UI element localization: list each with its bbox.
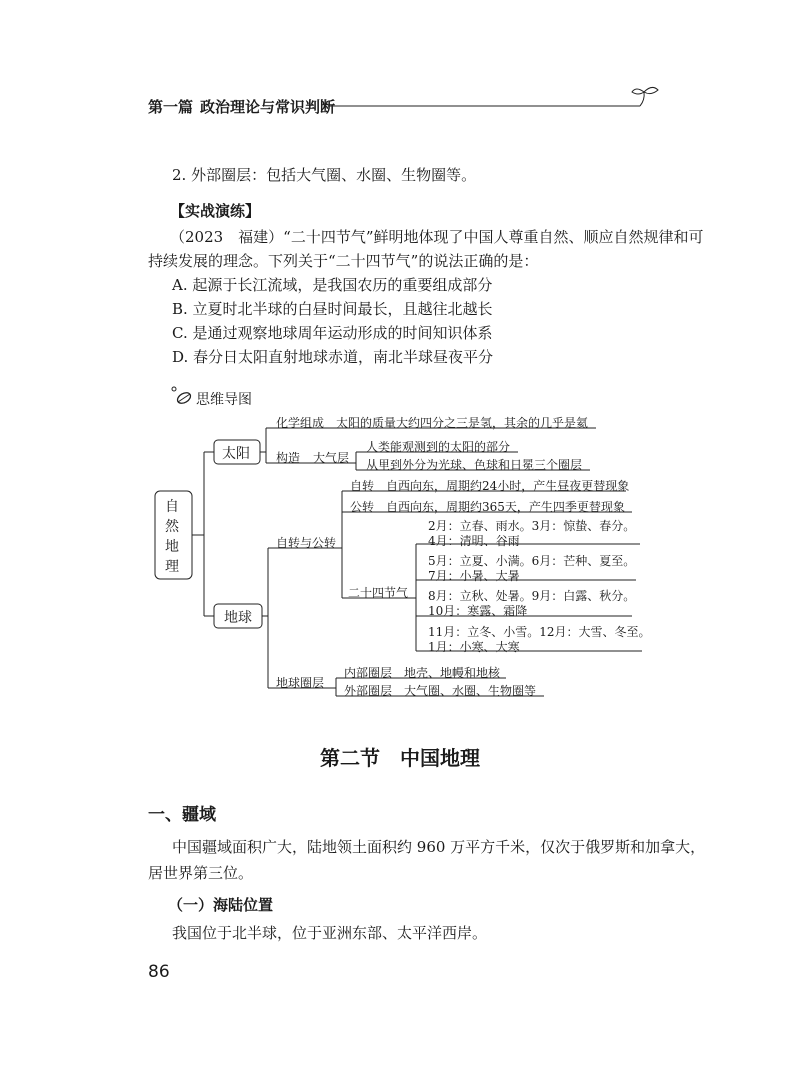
mindmap-heading: 思维导图: [196, 392, 252, 408]
sun-structure-val-1: 人类能观测到的太阳的部分: [366, 440, 511, 454]
terms-spring-1: 2月：立春、雨水。3月：惊蛰、春分。: [428, 519, 636, 533]
sun-structure-sub: 大气层: [313, 451, 350, 465]
sun-composition-val: 太阳的质量大约四分之三是氢，其余的几乎是氦: [336, 416, 589, 430]
terms-spring-2: 4月：清明、谷雨: [428, 534, 520, 548]
option-a: A. 起源于长江流域，是我国农历的重要组成部分: [172, 276, 493, 294]
layers-outer: 外部圈层 大气圈、水圈、生物圈等: [344, 684, 537, 698]
terms-autumn-2: 10月：寒露、霜降: [428, 604, 528, 618]
terms-winter-1: 11月：立冬、小雪。12月：大雪、冬至。: [428, 625, 651, 639]
sun-composition-key: 化学组成: [276, 416, 325, 430]
sun-structure-key: 构造: [276, 451, 301, 465]
header-title: 政治理论与常识判断: [200, 98, 336, 116]
practice-label: 【实战演练】: [170, 202, 261, 220]
option-c: C. 是通过观察地球周年运动形成的时间知识体系: [172, 324, 493, 342]
heading-location: （一）海陆位置: [168, 896, 274, 914]
option-d: D. 春分日太阳直射地球赤道，南北半球昼夜平分: [172, 348, 494, 366]
section-title: 第二节 中国地理: [320, 746, 480, 770]
root-char-4: 理: [165, 559, 179, 575]
earth-rotation: 自转 自西向东，周期约24小时，产生昼夜更替现象: [350, 479, 630, 493]
terms-autumn-1: 8月：立秋、处暑。9月：白露、秋分。: [428, 589, 636, 603]
earth-revolution: 公转 自西向东，周期约365天，产生四季更替现象: [350, 500, 625, 514]
question-line-2: 持续发展的理念。下列关于“二十四节气”的说法正确的是：: [148, 252, 539, 270]
terms-label: 二十四节气: [348, 586, 409, 600]
para1-line-1: 中国疆域面积广大，陆地领土面积约 960 万平方千米，仅次于俄罗斯和加拿大，: [172, 838, 706, 856]
option-b: B. 立夏时北半球的白昼时间最长，且越往北越长: [172, 300, 493, 318]
sun-structure-val-2: 从里到外分为光球、色球和日冕三个圈层: [366, 458, 583, 472]
terms-summer-2: 7月：小暑、大暑: [428, 569, 520, 583]
terms-winter-2: 1月：小寒、大寒: [428, 640, 520, 654]
root-char-3: 地: [165, 539, 179, 555]
page-number: 86: [148, 962, 170, 982]
heading-territory: 一、疆域: [148, 805, 216, 825]
terms-summer-1: 5月：立夏、小满。6月：芒种、夏至。: [428, 554, 636, 568]
header-part: 第一篇: [148, 98, 194, 116]
para1-line-2: 居世界第三位。: [148, 864, 254, 882]
layers-label: 地球圈层: [276, 676, 325, 690]
earth-node: 地球: [224, 610, 252, 626]
intro-line: 2. 外部圈层：包括大气圈、水圈、生物圈等。: [172, 166, 477, 184]
question-line-1: （2023 福建）“二十四节气”鲜明地体现了中国人尊重自然、顺应自然规律和可: [170, 228, 704, 246]
layers-inner: 内部圈层 地壳、地幔和地核: [344, 666, 501, 680]
sun-node: 太阳: [222, 446, 250, 462]
para2: 我国位于北半球，位于亚洲东部、太平洋西岸。: [172, 924, 488, 942]
root-char-2: 然: [165, 519, 179, 535]
root-char-1: 自: [165, 499, 179, 515]
earth-motion-label: 自转与公转: [276, 536, 337, 550]
